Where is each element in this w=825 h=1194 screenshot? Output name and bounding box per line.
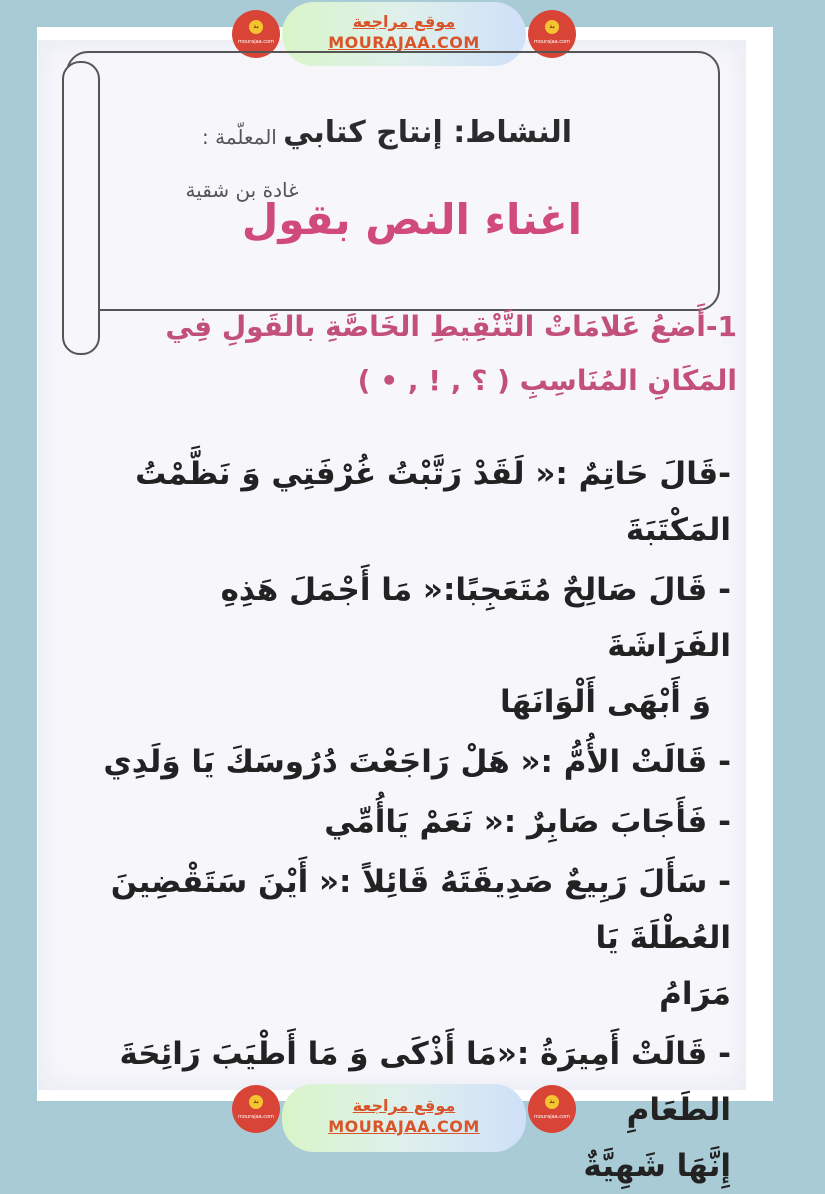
site-logo-icon: ﺑﺬ mourajaa.com bbox=[232, 1085, 280, 1133]
site-logo-icon: ﺑﺬ mourajaa.com bbox=[232, 10, 280, 58]
teacher-name: غادة بن شقية bbox=[185, 178, 299, 202]
site-name-ar[interactable]: موقع مراجعة bbox=[352, 12, 456, 31]
sentence-line: - قَالَ صَالِحٌ مُتَعَجِبًا:« مَا أَجْمَلَ هَذِهِ الفَرَاشَةَ bbox=[220, 572, 731, 664]
site-logo-icon: ﺑﺬ mourajaa.com bbox=[528, 1085, 576, 1133]
sentence-line: وَ أَبْهَى أَلْوَانَهَا bbox=[499, 684, 711, 720]
scroll-body bbox=[66, 51, 720, 311]
site-name-ar[interactable]: موقع مراجعة bbox=[352, 1096, 456, 1115]
sentence-line: - قَالَتْ أَمِيرَةُ :«مَا أَذْكَى وَ مَا أَطْيَبَ رَائِحَةَ الطَعَامِ bbox=[119, 1036, 731, 1128]
sentence-line: -قَالَ حَاتِمٌ :« لَقَدْ رَتَّبْتُ غُرْفَتِي وَ نَظَّمْتُ المَكْتَبَةَ bbox=[135, 456, 731, 548]
instruction-line-1: 1-أَضعُ عَلامَاتْ التَّنْقِيطِ الخَاصَّةِ بالقَولِ فِي bbox=[165, 310, 737, 343]
sentence-line: - قَالَتْ الأُمُّ :« هَلْ رَاجَعْتَ دُرُوسَكَ يَا وَلَدِي bbox=[103, 744, 731, 780]
exercise-instruction bbox=[117, 300, 737, 408]
site-badge-bottom[interactable] bbox=[282, 1084, 526, 1152]
scroll-curl bbox=[62, 61, 100, 355]
title-scroll bbox=[62, 47, 722, 311]
sentence-line: إِنَّهَا شَهِيَّةٌ bbox=[583, 1148, 731, 1184]
site-logo-icon: ﺑﺬ mourajaa.com bbox=[528, 10, 576, 58]
sentence-line: - سَأَلَ رَبِيعٌ صَدِيقَتَهُ قَائِلاً :« أَيْنَ سَتَقْضِينَ العُطْلَةَ يَا bbox=[110, 864, 731, 956]
site-name-en[interactable]: MOURAJAA.COM bbox=[328, 1117, 480, 1136]
teacher-label: المعلّمة : bbox=[202, 125, 277, 149]
activity-title: النشاط: إنتاج كتابي bbox=[283, 115, 572, 150]
sentence-line: مَرَامُ bbox=[659, 976, 731, 1012]
sentence-list bbox=[91, 446, 731, 1194]
lesson-title: اغناء النص بقول bbox=[241, 195, 582, 244]
sentence-line: - فَأَجَابَ صَابِرٌ :« نَعَمْ يَاأُمِّي bbox=[324, 804, 731, 840]
instruction-line-2: المَكَانِ المُنَاسِبِ ( ؟ , ! , • ) bbox=[357, 364, 737, 397]
site-name-en[interactable]: MOURAJAA.COM bbox=[328, 33, 480, 52]
